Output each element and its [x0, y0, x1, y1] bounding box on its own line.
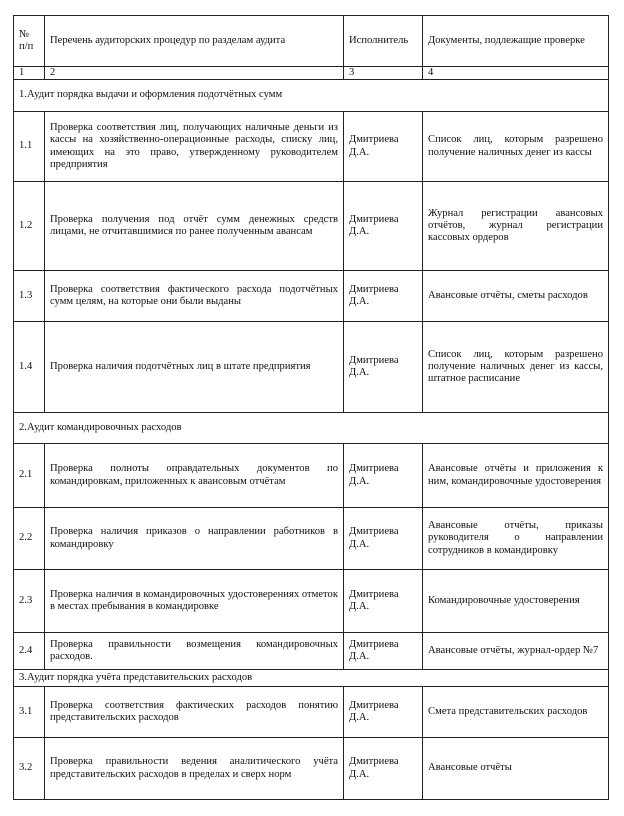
row-number: 2.1: [14, 444, 45, 508]
header-procedure: Перечень аудиторских процедур по разделам аудита: [45, 16, 344, 67]
row-number: 3.1: [14, 687, 45, 738]
row-executor: Дмитриева Д.А.: [344, 508, 423, 570]
column-index-row: [14, 67, 609, 80]
table-row: [14, 633, 609, 670]
row-number: 1.4: [14, 322, 45, 413]
audit-procedures-table: [13, 15, 609, 800]
row-number: 1.3: [14, 271, 45, 322]
row-executor: Дмитриева Д.А.: [344, 322, 423, 413]
row-procedure: Проверка наличия подотчётных лиц в штате предприятия: [45, 322, 344, 413]
row-documents: Смета представительских расходов: [423, 687, 609, 738]
column-index: 2: [45, 67, 344, 80]
section-title: 1.Аудит порядка выдачи и оформления подотчётных сумм: [14, 80, 609, 112]
table-row: [14, 182, 609, 271]
row-procedure: Проверка соответствия фактического расхода подотчётных сумм целям, на которые они были выданы: [45, 271, 344, 322]
section-title: 3.Аудит порядка учёта представительских расходов: [14, 670, 609, 687]
row-procedure: Проверка получения под отчёт сумм денежных средств лицами, не отчитавшимися по ранее полученным авансам: [45, 182, 344, 271]
section-row: [14, 80, 609, 112]
row-documents: Авансовые отчёты, журнал-ордер №7: [423, 633, 609, 670]
header-executor: Исполнитель: [344, 16, 423, 67]
row-number: 1.1: [14, 112, 45, 182]
row-documents: Список лиц, которым разрешено получение наличных денег из кассы, штатное расписание: [423, 322, 609, 413]
row-executor: Дмитриева Д.А.: [344, 633, 423, 670]
row-executor: Дмитриева Д.А.: [344, 182, 423, 271]
table-row: [14, 271, 609, 322]
section-row: [14, 413, 609, 444]
row-procedure: Проверка правильности ведения аналитического учёта представительских расходов в пределах и сверх норм: [45, 738, 344, 800]
row-procedure: Проверка наличия в командировочных удостоверениях отметок в местах пребывания в командировке: [45, 570, 344, 633]
row-executor: Дмитриева Д.А.: [344, 570, 423, 633]
row-documents: Авансовые отчёты, сметы расходов: [423, 271, 609, 322]
column-index: 3: [344, 67, 423, 80]
row-executor: Дмитриева Д.А.: [344, 444, 423, 508]
header-row: [14, 16, 609, 67]
row-documents: Список лиц, которым разрешено получение наличных денег из кассы: [423, 112, 609, 182]
row-documents: Журнал регистрации авансовых отчётов, журнал регистрации кассовых ордеров: [423, 182, 609, 271]
section-row: [14, 670, 609, 687]
row-procedure: Проверка правильности возмещения командировочных расходов.: [45, 633, 344, 670]
row-executor: Дмитриева Д.А.: [344, 738, 423, 800]
table-row: [14, 322, 609, 413]
row-number: 3.2: [14, 738, 45, 800]
section-title: 2.Аудит командировочных расходов: [14, 413, 609, 444]
header-num: № п/п: [14, 16, 45, 67]
row-documents: Командировочные удостоверения: [423, 570, 609, 633]
row-procedure: Проверка соответствия лиц, получающих наличные деньги из кассы на хозяйственно-операционные расходы, списку лиц, имеющих на это право, утвержденному руководителем предприятия: [45, 112, 344, 182]
table-row: [14, 444, 609, 508]
table-row: [14, 570, 609, 633]
row-executor: Дмитриева Д.А.: [344, 271, 423, 322]
table-row: [14, 112, 609, 182]
column-index: 4: [423, 67, 609, 80]
header-documents: Документы, подлежащие проверке: [423, 16, 609, 67]
row-documents: Авансовые отчёты: [423, 738, 609, 800]
row-procedure: Проверка соответствия фактических расходов понятию представительских расходов: [45, 687, 344, 738]
row-number: 2.2: [14, 508, 45, 570]
row-procedure: Проверка полноты оправдательных документов по командировкам, приложенных к авансовым отчётам: [45, 444, 344, 508]
table-row: [14, 738, 609, 800]
row-procedure: Проверка наличия приказов о направлении работников в командировку: [45, 508, 344, 570]
row-number: 2.4: [14, 633, 45, 670]
table-row: [14, 508, 609, 570]
row-executor: Дмитриева Д.А.: [344, 687, 423, 738]
row-documents: Авансовые отчёты, приказы руководителя о направлении сотрудников в командировку: [423, 508, 609, 570]
row-number: 2.3: [14, 570, 45, 633]
table-row: [14, 687, 609, 738]
row-documents: Авансовые отчёты и приложения к ним, командировочные удостоверения: [423, 444, 609, 508]
column-index: 1: [14, 67, 45, 80]
row-number: 1.2: [14, 182, 45, 271]
row-executor: Дмитриева Д.А.: [344, 112, 423, 182]
